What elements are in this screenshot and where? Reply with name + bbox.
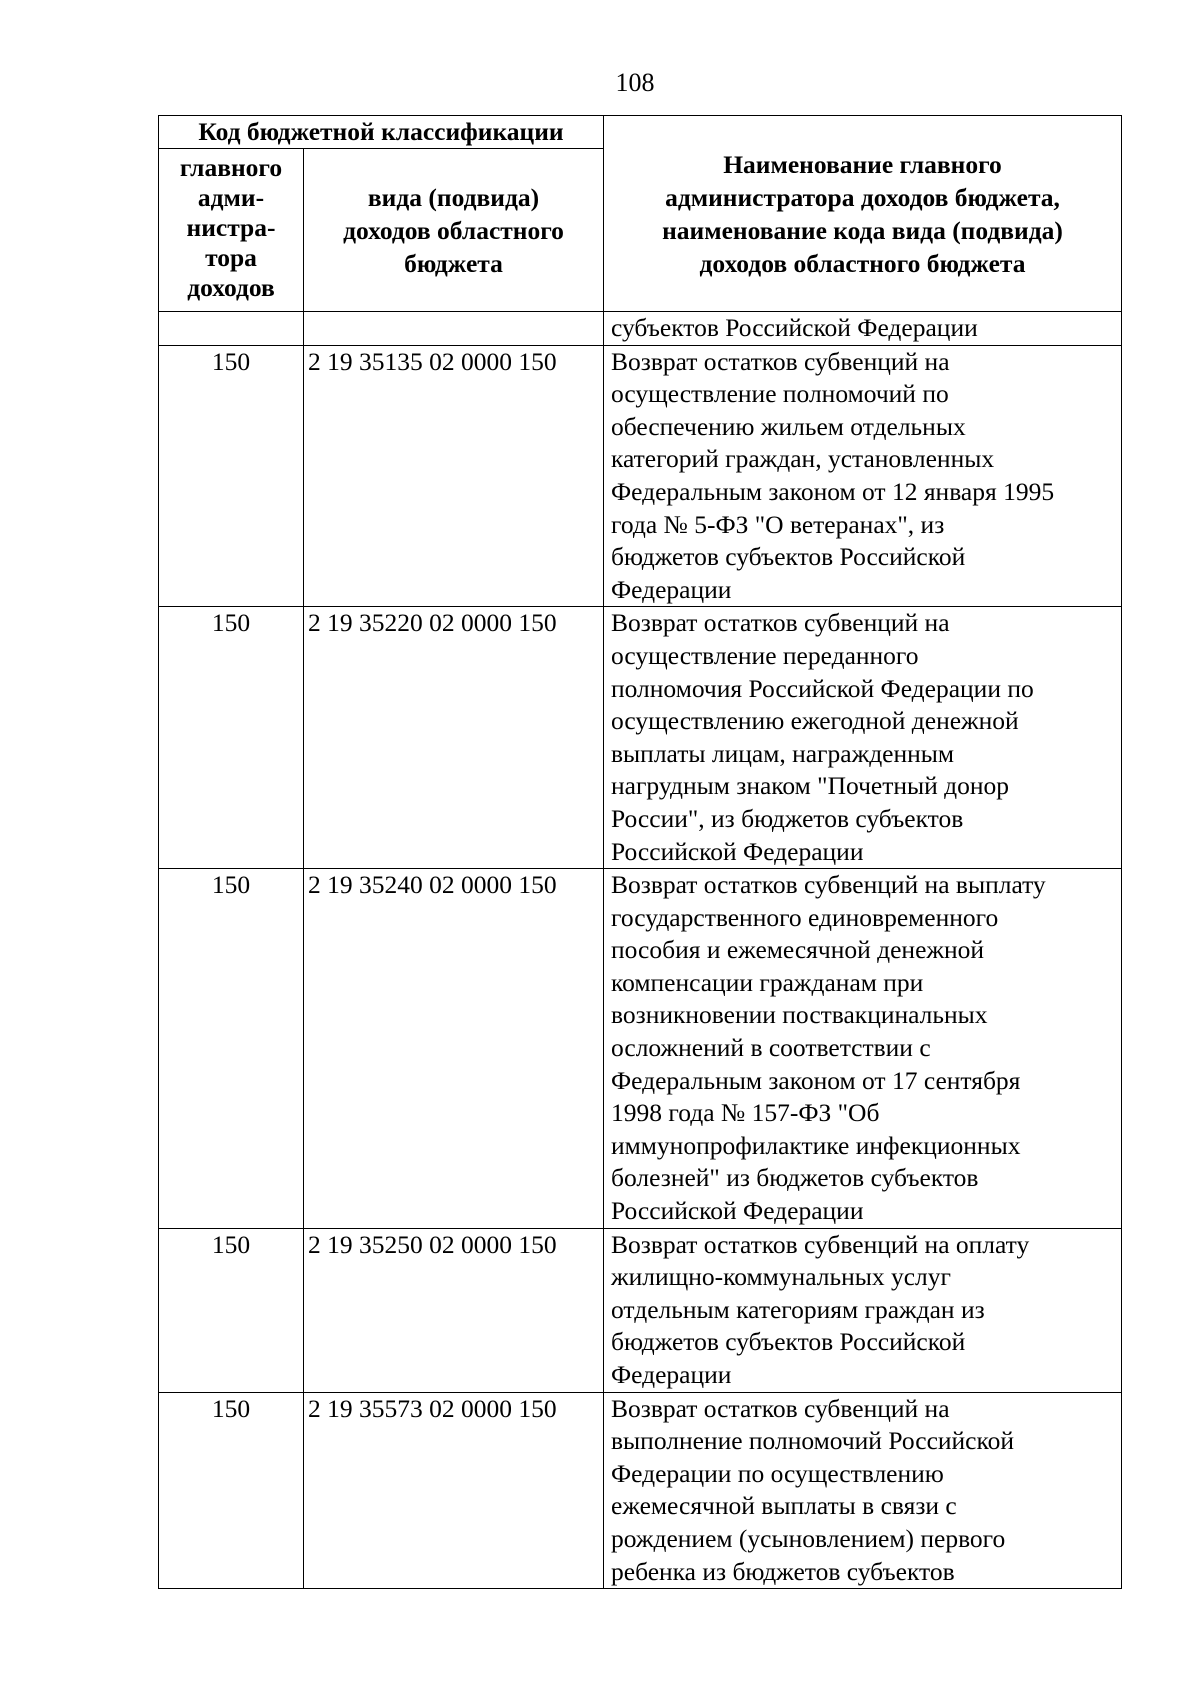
cell-admin: 150 (159, 607, 304, 869)
cell-code: 2 19 35240 02 0000 150 (304, 869, 604, 1229)
cell-name: Возврат остатков субвенций на выплату государственного единовременного пособия и ежемесячной денежной компенсации гражданам при возникновении поствакцинальных осложнений в соответствии с Федеральным законом от 17 сентября 1998 года № 157-ФЗ "Об иммунопрофилактике инфекционных болезней" из бюджетов субъектов Российской Федерации (604, 869, 1122, 1229)
table-header (159, 116, 1122, 312)
cell-code: 2 19 35220 02 0000 150 (304, 607, 604, 869)
cell-admin: 150 (159, 869, 304, 1229)
cell-code: 2 19 35250 02 0000 150 (304, 1228, 604, 1392)
table-row (159, 345, 1122, 607)
cell-admin: 150 (159, 345, 304, 607)
cell-name: Возврат остатков субвенций на оплату жилищно-коммунальных услуг отдельным категориям граждан из бюджетов субъектов Российской Федерации (604, 1228, 1122, 1392)
cell-name: Возврат остатков субвенций на выполнение полномочий Российской Федерации по осуществлению ежемесячной выплаты в связи с рождением (усыновлением) первого ребенка из бюджетов субъектов (604, 1392, 1122, 1589)
cell-code: 2 19 35573 02 0000 150 (304, 1392, 604, 1589)
cell-admin: 150 (159, 1392, 304, 1589)
cell-code: 2 19 35135 02 0000 150 (304, 345, 604, 607)
table-row (159, 869, 1122, 1229)
header-col-code: вида (подвида) доходов областного бюджета (304, 149, 604, 312)
header-col-admin: главного адми- нистра- тора доходов (159, 149, 304, 312)
table-body (159, 312, 1122, 1589)
cell-admin: 150 (159, 1228, 304, 1392)
header-col-name: Наименование главного администратора доходов бюджета, наименование кода вида (подвида) доходов областного бюджета (604, 116, 1122, 312)
header-group-title: Код бюджетной классификации (159, 116, 604, 149)
cell-admin (159, 312, 304, 346)
cell-name: Возврат остатков субвенций на осуществление переданного полномочия Российской Федерации по осуществлению ежегодной денежной выплаты лицам, награжденным нагрудным знаком "Почетный донор России", из бюджетов субъектов Российской Федерации (604, 607, 1122, 869)
cell-code (304, 312, 604, 346)
table-row (159, 1392, 1122, 1589)
page-number: 108 (615, 68, 655, 97)
budget-classification-table (158, 115, 1122, 1589)
table-row (159, 1228, 1122, 1392)
cell-name: субъектов Российской Федерации (604, 312, 1122, 346)
table-row (159, 312, 1122, 346)
table-row (159, 607, 1122, 869)
cell-name: Возврат остатков субвенций на осуществление полномочий по обеспечению жильем отдельных категорий граждан, установленных Федеральным законом от 12 января 1995 года № 5-ФЗ "О ветеранах", из бюджетов субъектов Российской Федерации (604, 345, 1122, 607)
